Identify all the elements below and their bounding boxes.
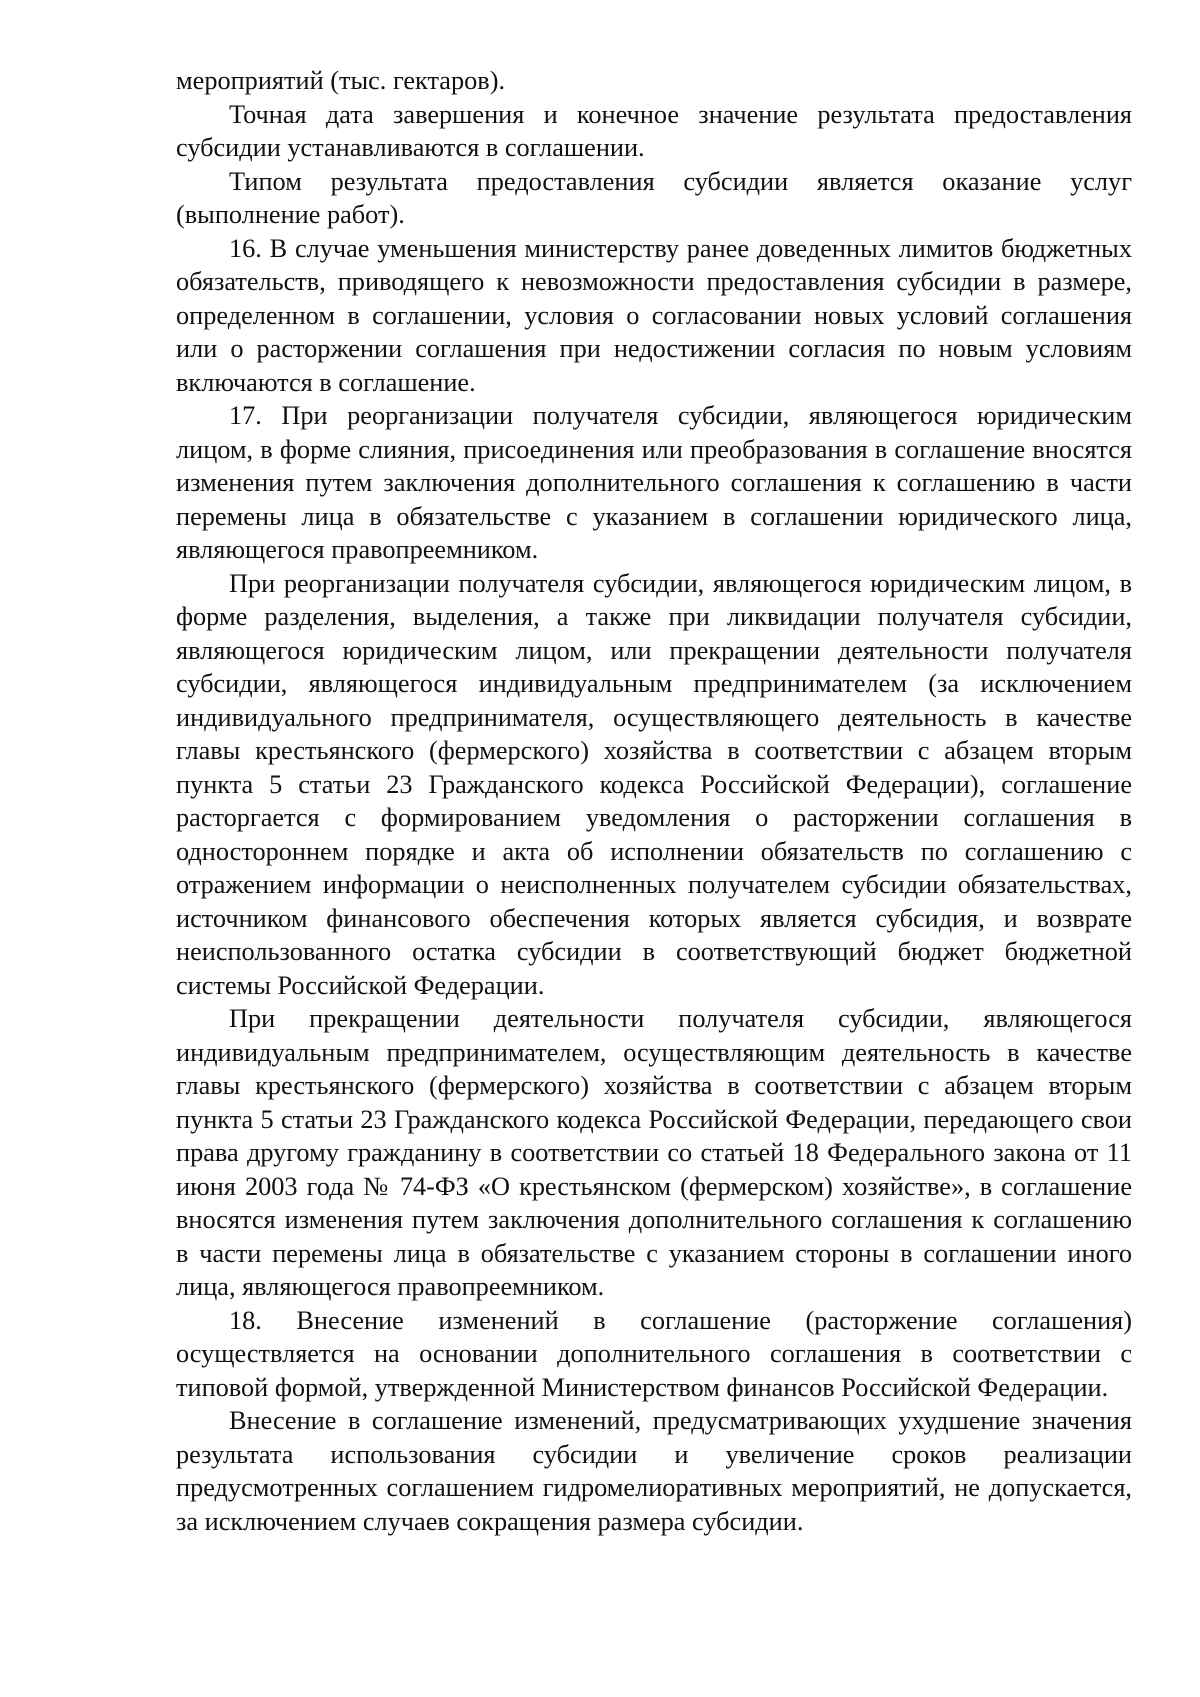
paragraph-reorganization-termination: При реорганизации получателя субсидии, являющегося юридическим лицом, в форме разделения, выделения, а также при ликвидации получателя субсидии, являющегося юридическим лицом, или прекращении деятельности получателя субсидии, являющегося индивидуальным предпринимателем (за исключением индивидуального предпринимателя, осуществляющего деятельность в качестве главы крестьянского (фермерского) хозяйства в соответствии с абзацем вторым пункта 5 статьи 23 Гражданского кодекса Российской Федерации), соглашение расторгается с формированием уведомления о расторжении соглашения в одностороннем порядке и акта об исполнении обязательств по соглашению с отражением информации о неисполненных получателем субсидии обязательствах, источником финансового обеспечения которых является субсидия, и возврате неиспользованного остатка субсидии в соответствующий бюджет бюджетной системы Российской Федерации. <box>176 568 1132 1000</box>
paragraph-item-17: 17. При реорганизации получателя субсидии, являющегося юридическим лицом, в форме слияния, присоединения или преобразования в соглашение вносятся изменения путем заключения дополнительного соглашения к соглашению в части перемены лица в обязательстве с указанием в соглашении юридического лица, являющегося правопреемником. <box>176 401 1132 564</box>
paragraph-result-date: Точная дата завершения и конечное значение результата предоставления субсидии устанавливаются в соглашении. <box>176 99 1132 162</box>
paragraph-changes-restriction: Внесение в соглашение изменений, предусматривающих ухудшение значения результата использования субсидии и увеличение сроков реализации предусмотренных соглашением гидромелиоративных мероприятий, не допускается, за исключением случаев сокращения размера субсидии. <box>176 1406 1132 1536</box>
paragraph-result-type: Типом результата предоставления субсидии является оказание услуг (выполнение работ). <box>176 166 1132 229</box>
paragraph-item-16: 16. В случае уменьшения министерству ранее доведенных лимитов бюджетных обязательств, приводящего к невозможности предоставления субсидии в размере, определенном в соглашении, условия о согласовании новых условий соглашения или о расторжении соглашения при недостижении согласия по новым условиям включаются в соглашение. <box>176 233 1132 397</box>
document-page <box>176 64 1132 1538</box>
paragraph-farm-head-termination: При прекращении деятельности получателя субсидии, являющегося индивидуальным предпринимателем, осуществляющим деятельность в качестве главы крестьянского (фермерского) хозяйства в соответствии с абзацем вторым пункта 5 статьи 23 Гражданского кодекса Российской Федерации, передающего свои права другому гражданину в соответствии со статьей 18 Федерального закона от 11 июня 2003 года № 74-ФЗ «О крестьянском (фермерском) хозяйстве», в соглашение вносятся изменения путем заключения дополнительного соглашения к соглашению в части перемены лица в обязательстве с указанием стороны в соглашении иного лица, являющегося правопреемником. <box>176 1004 1132 1301</box>
paragraph-continuation: мероприятий (тыс. гектаров). <box>176 66 506 95</box>
paragraph-item-18: 18. Внесение изменений в соглашение (расторжение соглашения) осуществляется на основании дополнительного соглашения в соответствии с типовой формой, утвержденной Министерством финансов Российской Федерации. <box>176 1305 1132 1402</box>
